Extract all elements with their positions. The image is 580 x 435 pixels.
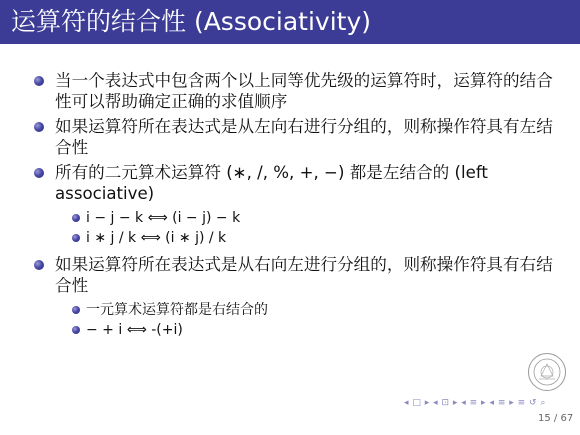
slide-navigation-bar[interactable]: ◂ □ ▸ ◂ ⊡ ▸ ◂ ≡ ▸ ◂ ≡ ▸ ≡ ↺ ⌕ xyxy=(404,398,546,408)
slide-title: 运算符的结合性 (Associativity) xyxy=(11,7,371,36)
sub-bullet-icon xyxy=(72,306,80,314)
sub-item-text: 一元算术运算符都是右结合的 xyxy=(86,302,268,318)
sub-list xyxy=(0,300,580,340)
bullet-text: 如果运算符所在表达式是从左向右进行分组的，则称操作符具有左结合性 xyxy=(55,117,553,157)
sub-bullet-icon xyxy=(72,326,80,334)
bullet-item xyxy=(0,162,580,204)
bullet-text: 当一个表达式中包含两个以上同等优先级的运算符时，运算符的结合性可以帮助确定正确的求值顺序 xyxy=(55,71,553,111)
sub-item xyxy=(0,300,580,320)
bullet-item xyxy=(0,70,580,112)
bullet-icon xyxy=(34,168,44,178)
bullet-icon xyxy=(34,122,44,132)
sub-item-text: i − j − k ⟺ (i − j) − k xyxy=(86,210,241,226)
bullet-icon xyxy=(34,260,44,270)
title-bar xyxy=(0,0,580,44)
page-number: 15 / 67 xyxy=(538,413,574,424)
bullet-icon xyxy=(34,76,44,86)
sub-bullet-icon xyxy=(72,234,80,242)
bullet-item xyxy=(0,116,580,158)
sub-item xyxy=(0,208,580,228)
sub-list xyxy=(0,208,580,248)
sub-item-text: i ∗ j / k ⟺ (i ∗ j) / k xyxy=(86,230,227,246)
bullet-text: 如果运算符所在表达式是从右向左进行分组的，则称操作符具有右结合性 xyxy=(55,255,553,295)
sub-item xyxy=(0,228,580,248)
sub-item xyxy=(0,320,580,340)
bullet-item xyxy=(0,254,580,296)
sub-item-text: − + i ⟺ -(+i) xyxy=(86,322,183,338)
sub-bullet-icon xyxy=(72,214,80,222)
university-seal-icon xyxy=(527,352,567,392)
slide-content xyxy=(0,70,580,346)
bullet-text: 所有的二元算术运算符 (∗, /, %, +, −) 都是左结合的 (left associative) xyxy=(55,163,488,203)
